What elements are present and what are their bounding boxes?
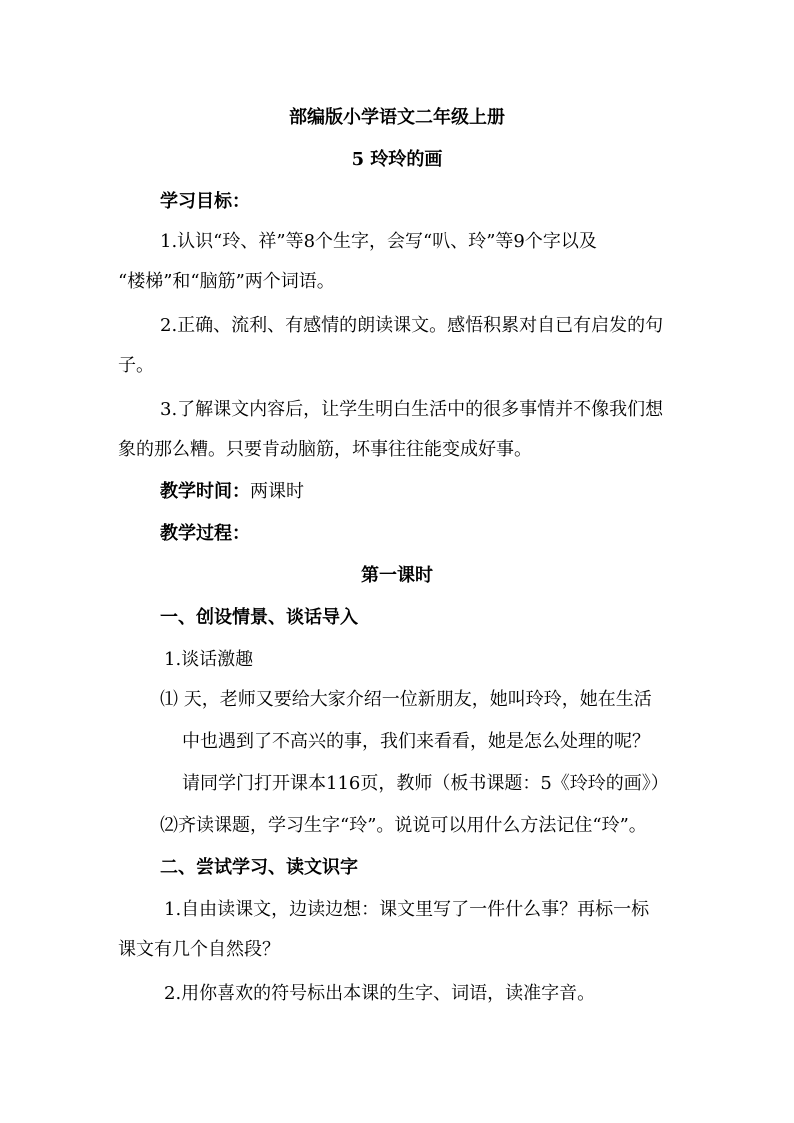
objectives-heading: 学习目标： — [160, 191, 250, 212]
teaching-time — [160, 480, 304, 504]
objective-1-line-2: “楼梯”和“脑筋”两个词语。 — [118, 271, 335, 292]
section-2-item-1-line-2: 课文有几个自然段？ — [118, 939, 280, 960]
teaching-time-label: 教学时间： — [160, 481, 250, 502]
section-2-item-1-line-1: 1.自由读课文，边读边想：课文里写了一件什么事？再标一标 — [164, 899, 650, 920]
section-1-para-1-line-2: 中也遇到了不高兴的事，我们来看看，她是怎么处理的呢？ — [182, 731, 650, 752]
section-1-para-1-line-1: ⑴ 天，老师又要给大家介绍一位新朋友，她叫玲玲，她在生活 — [160, 689, 652, 710]
objective-3-line-2: 象的那么糟。只要肯动脑筋，坏事往往能变成好事。 — [118, 439, 532, 460]
section-2-item-2: 2.用你喜欢的符号标出本课的生字、词语，读准字音。 — [164, 983, 596, 1004]
objective-2-line-2: 子。 — [118, 355, 154, 376]
section-1-para-2: ⑵齐读课题，学习生字“玲”。说说可以用什么方法记住“玲”。 — [160, 815, 647, 836]
document-title: 部编版小学语文二年级上册 — [289, 107, 505, 128]
section-2-heading: 二、尝试学习、读文识字 — [160, 857, 358, 878]
objective-2-line-1: 2.正确、流利、有感情的朗读课文。感悟积累对自已有启发的句 — [160, 315, 664, 336]
section-1-para-1-line-3: 请同学门打开课本116页，教师（板书课题：5《玲玲的画》） — [182, 773, 669, 794]
objective-3-line-1: 3.了解课文内容后，让学生明白生活中的很多事情并不像我们想 — [160, 399, 664, 420]
section-1-item-1: 1.谈话激趣 — [164, 649, 254, 670]
period-heading: 第一课时 — [361, 565, 433, 586]
section-1-heading: 一、创设情景、谈话导入 — [160, 607, 358, 628]
lesson-title: 5 玲玲的画 — [351, 149, 443, 170]
teaching-time-value: 两课时 — [250, 481, 304, 502]
process-heading: 教学过程： — [160, 523, 250, 544]
objective-1-line-1: 1.认识“玲、祥”等8个生字，会写“叭、玲”等9个字以及 — [160, 231, 597, 252]
